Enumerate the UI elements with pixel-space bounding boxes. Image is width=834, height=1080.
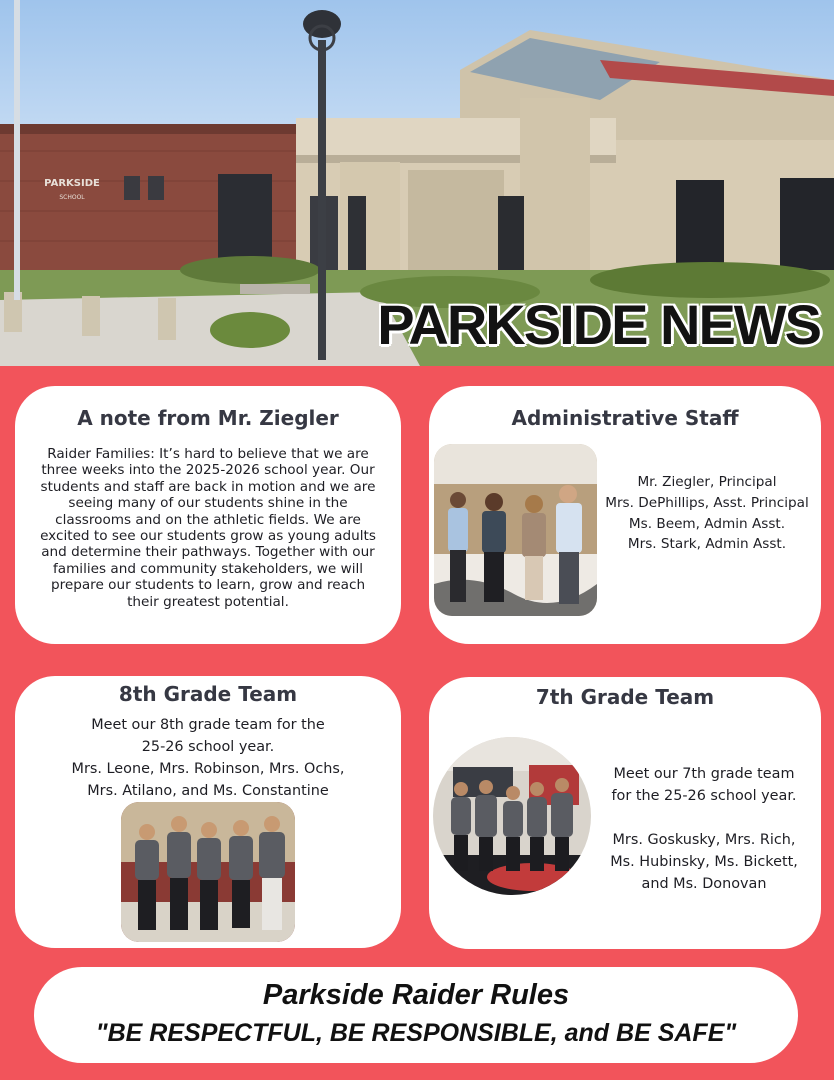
grade7-card: [429, 677, 821, 949]
grade7-line: and Ms. Donovan: [641, 876, 767, 892]
grade7-title: 7th Grade Team: [535, 685, 715, 709]
rules-title: Parkside Raider Rules: [262, 979, 570, 1011]
grade8-line: Mrs. Leone, Mrs. Robinson, Mrs. Ochs,: [71, 761, 345, 777]
grade7-team-photo: [433, 737, 591, 895]
grade7-line: [597, 807, 811, 829]
building-sign: PARKSIDE: [44, 178, 100, 189]
grade8-line: Mrs. Atilano, and Ms. Constantine: [87, 783, 329, 799]
note-title: A note from Mr. Ziegler: [77, 406, 339, 430]
admin-staff-name: Ms. Beem, Admin Asst.: [628, 515, 786, 532]
grade8-title: 8th Grade Team: [118, 682, 298, 706]
grade7-text: [597, 763, 811, 895]
rules-motto: "BE RESPECTFUL, BE RESPONSIBLE, and BE SAFE": [95, 1019, 737, 1047]
banner-title: PARKSIDE NEWS: [377, 293, 820, 356]
admin-staff-name: Mrs. DePhillips, Asst. Principal: [605, 494, 809, 511]
grade7-line: Mrs. Goskusky, Mrs. Rich,: [612, 832, 796, 848]
grade8-team-photo: [121, 802, 295, 942]
note-card: [15, 386, 401, 644]
admin-title: Administrative Staff: [511, 406, 739, 430]
grade8-text: [25, 714, 391, 802]
building-sign-sub: SCHOOL: [59, 194, 85, 201]
admin-staff-name: Mrs. Stark, Admin Asst.: [627, 536, 787, 553]
admin-staff-photo: [434, 444, 597, 616]
grade8-card: [15, 676, 401, 948]
admin-staff-card: [429, 386, 821, 644]
grade7-line: Ms. Hubinsky, Ms. Bickett,: [610, 854, 798, 870]
raider-rules-banner: [34, 967, 798, 1063]
hero-photo: [0, 0, 834, 366]
admin-staff-list: [597, 472, 817, 555]
grade7-line: for the 25-26 school year.: [611, 788, 797, 804]
grade8-line: 25-26 school year.: [141, 739, 275, 755]
grade8-line: Meet our 8th grade team for the: [91, 717, 325, 733]
note-body: Raider Families: It’s hard to believe that we are three weeks into the 2025-2026 school year. Our students and staff are back in motion and we are seeing many of our students shine in the classrooms and on the athletic fields. We are excited to see our students grow as young adults and determine their pathways. Together with our families and community stakeholders, we will prepare our students to learn, grow and reach their greatest potential.: [40, 446, 376, 610]
admin-staff-name: Mr. Ziegler, Principal: [637, 474, 777, 490]
grade7-line: Meet our 7th grade team: [613, 766, 795, 782]
